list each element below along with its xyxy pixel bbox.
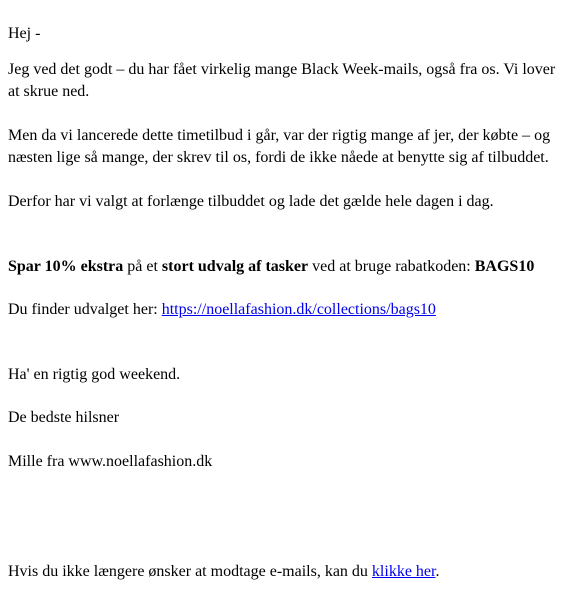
greeting: Hej - — [8, 25, 41, 42]
offer-discount: Spar 10% ekstra — [8, 258, 124, 275]
signature: Mille fra www.noellafashion.dk — [8, 453, 213, 470]
offer-paragraph — [8, 256, 568, 278]
find-text: Du finder udvalget her: — [8, 301, 162, 318]
intro-paragraph: Jeg ved det godt – du har fået virkelig mange Black Week-mails, også fra os. Vi lover at skrue ned. — [8, 61, 556, 100]
collection-link[interactable]: https://noellafashion.dk/collections/bags10 — [161, 301, 436, 318]
unsubscribe-suffix: . — [435, 563, 440, 580]
unsubscribe-text: Hvis du ikke længere ønsker at modtage e-mails, kan du — [8, 563, 372, 580]
find-paragraph — [8, 299, 568, 321]
offer-text-1: på et — [123, 258, 162, 275]
offer-text-2: ved at bruge rabatkoden: — [308, 258, 475, 275]
unsubscribe-paragraph — [8, 561, 568, 583]
weekend-wish: Ha' en rigtig god weekend. — [8, 366, 181, 383]
discount-code: BAGS10 — [474, 258, 535, 275]
closing-regards: De bedste hilsner — [8, 409, 120, 426]
launch-paragraph: Men da vi lancerede dette timetilbud i går, var der rigtig mange af jer, der købte – og næsten lige så mange, der skrev til os, fordi de ikke nåede at benytte sig af tilbuddet. — [8, 127, 551, 166]
offer-selection: stort udvalg af tasker — [161, 258, 309, 275]
unsubscribe-link[interactable]: klikke her — [371, 563, 436, 580]
extension-paragraph: Derfor har vi valgt at forlænge tilbuddet og lade det gælde hele dagen i dag. — [8, 193, 494, 210]
